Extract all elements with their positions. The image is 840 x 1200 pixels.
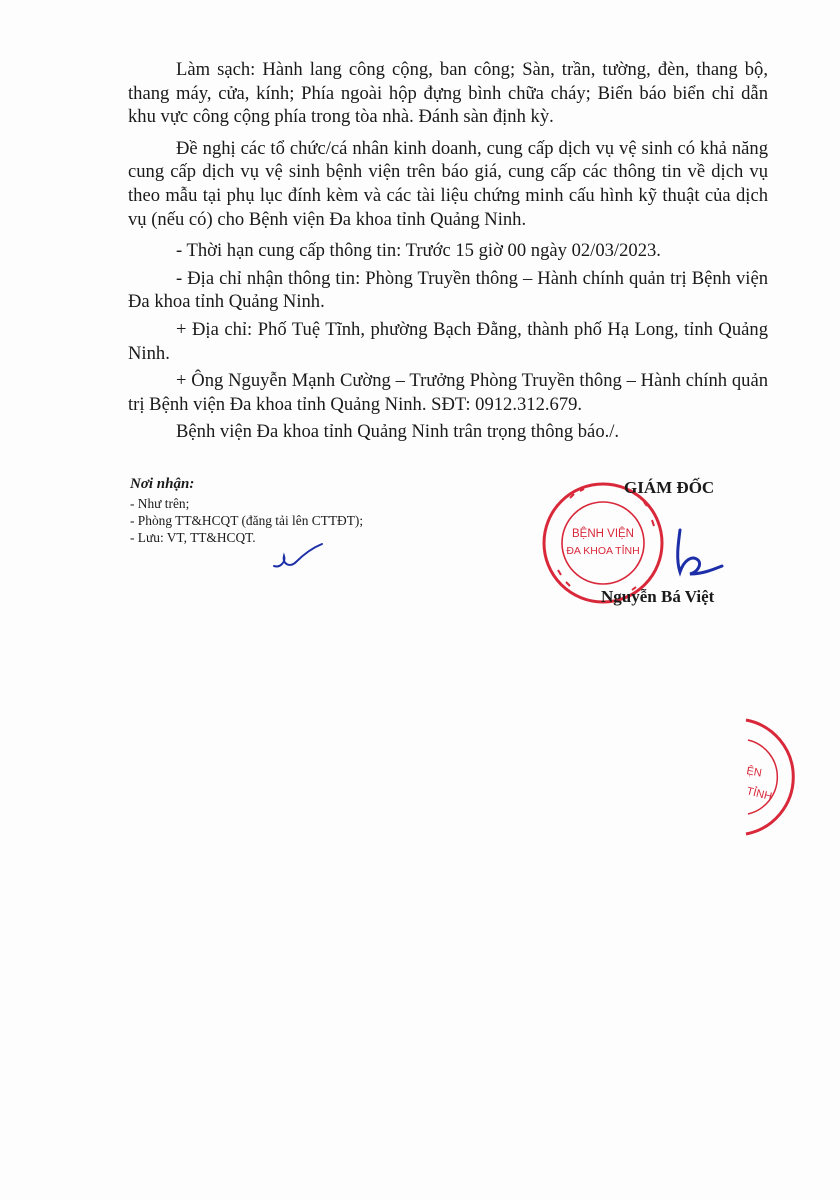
address-line: + Địa chỉ: Phố Tuệ Tĩnh, phường Bạch Đằng, thành phố Hạ Long, tỉnh Quảng Ninh.: [128, 318, 768, 364]
director-signature: [640, 500, 730, 590]
recipient-item: - Phòng TT&HCQT (đăng tải lên CTTĐT);: [130, 513, 364, 528]
recipients-block: [130, 476, 380, 546]
svg-text:ỆN: ỆN: [745, 765, 763, 780]
cleaning-scope-paragraph: Làm sạch: Hành lang công cộng, ban công; Sàn, trần, tường, đèn, thang bộ, thang máy, cửa, kính; Phía ngoài hộp đựng bình chữa cháy; Biển báo biển chỉ dẫn khu vực công cộng phía trong tòa nhà. Đánh sàn định kỳ.: [128, 59, 768, 128]
signer-title: GIÁM ĐỐC: [624, 478, 715, 497]
contact-line: + Ông Nguyễn Mạnh Cường – Trưởng Phòng Truyền thông – Hành chính quản trị Bệnh viện Đa khoa tỉnh Quảng Ninh. SĐT: 0912.312.679.: [128, 370, 768, 415]
stamp-line-2: ĐA KHOA TỈNH: [566, 545, 640, 557]
document-body: [128, 58, 768, 448]
request-paragraph: Đề nghị các tổ chức/cá nhân kinh doanh, cung cấp dịch vụ vệ sinh có khả năng cung cấp dịch vụ vệ sinh bệnh viện trên báo giá, cung cấp các thông tin về dịch vụ theo mẫu tại phụ lục đính kèm và các tài liệu chứng minh cấu hình kỹ thuật của dịch vụ (nếu có) cho Bệnh viện Đa khoa tỉnh Quảng Ninh.: [128, 137, 768, 230]
stamp-line-1: BỆNH VIỆN: [572, 528, 634, 540]
recipient-item: - Lưu: VT, TT&HCQT.: [130, 530, 256, 545]
signer-name: Nguyễn Bá Việt: [601, 587, 715, 606]
deadline-line: - Thời hạn cung cấp thông tin: Trước 15 giờ 00 ngày 02/03/2023.: [176, 240, 661, 262]
closing-line: Bệnh viện Đa khoa tỉnh Quảng Ninh trân trọng thông báo./.: [176, 421, 620, 443]
recipients-title: Nơi nhận:: [130, 476, 195, 492]
recipient-item: - Như trên;: [130, 496, 190, 511]
page-seal-partial: [716, 712, 806, 842]
svg-text:TỈNH: TỈNH: [745, 785, 774, 804]
initials-signature: [270, 538, 330, 578]
receive-place-line: - Địa chỉ nhận thông tin: Phòng Truyền thông – Hành chính quản trị Bệnh viện Đa khoa tỉnh Quảng Ninh.: [128, 267, 768, 313]
